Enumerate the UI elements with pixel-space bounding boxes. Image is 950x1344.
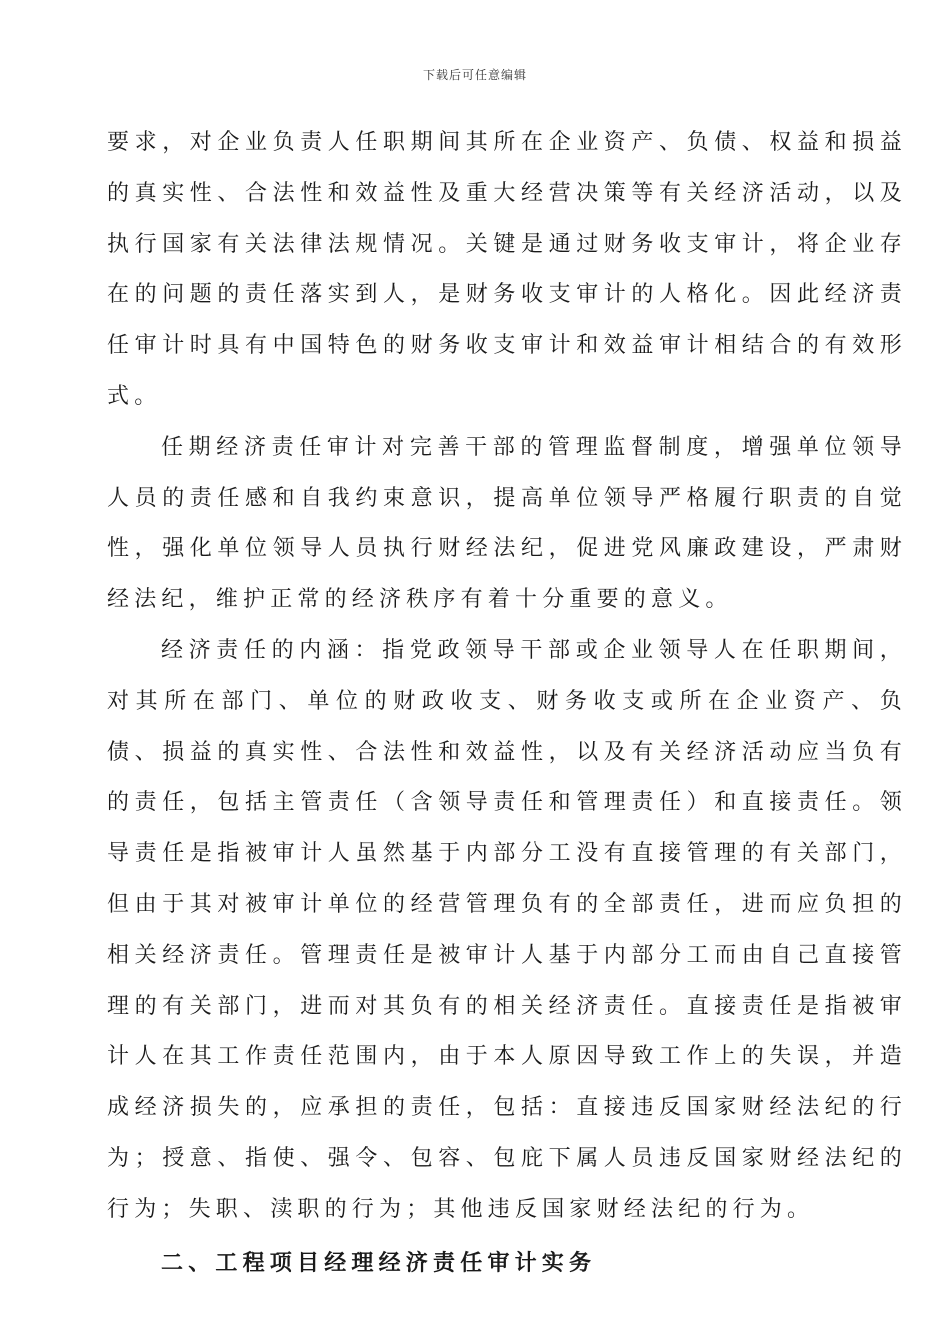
page-header-note: 下载后可任意编辑	[422, 68, 527, 82]
document-body	[107, 118, 907, 1288]
section-heading: 二、工程项目经理经济责任审计实务	[161, 1249, 597, 1276]
paragraph-continuation: 要求，对企业负责人任职期间其所在企业资产、负债、权益和损益的真实性、合法性和效益性及重大经营决策等有关经济活动，以及执行国家有关法律法规情况。关键是通过财务收支审计，将企业存在的问题的责任落实到人，是财务收支审计的人格化。因此经济责任审计时具有中国特色的财务收支审计和效益审计相结合的有效形式。	[107, 130, 907, 409]
paragraph-responsibility-definition: 经济责任的内涵：指党政领导干部或企业领导人在任职期间，对其所在部门、单位的财政收支、财务收支或所在企业资产、负债、损益的真实性、合法性和效益性，以及有关经济活动应当负有的责任，包括主管责任（含领导责任和管理责任）和直接责任。领导责任是指被审计人虽然基于内部分工没有直接管理的有关部门，但由于其对被审计单位的经营管理负有的全部责任，进而应负担的相关经济责任。管理责任是被审计人基于内部分工而由自己直接管理的有关部门，进而对其负有的相关经济责任。直接责任是指被审计人在其工作责任范围内，由于本人原因导致工作上的失误，并造成经济损失的，应承担的责任，包括：直接违反国家财经法纪的行为；授意、指使、强令、包容、包庇下属人员违反国家财经法纪的行为；失职、渎职的行为；其他违反国家财经法纪的行为。	[107, 637, 907, 1222]
paragraph-significance: 任期经济责任审计对完善干部的管理监督制度，增强单位领导人员的责任感和自我约束意识，提高单位领导严格履行职责的自觉性，强化单位领导人员执行财经法纪，促进党风廉政建设，严肃财经法纪，维护正常的经济秩序有着十分重要的意义。	[107, 434, 907, 613]
